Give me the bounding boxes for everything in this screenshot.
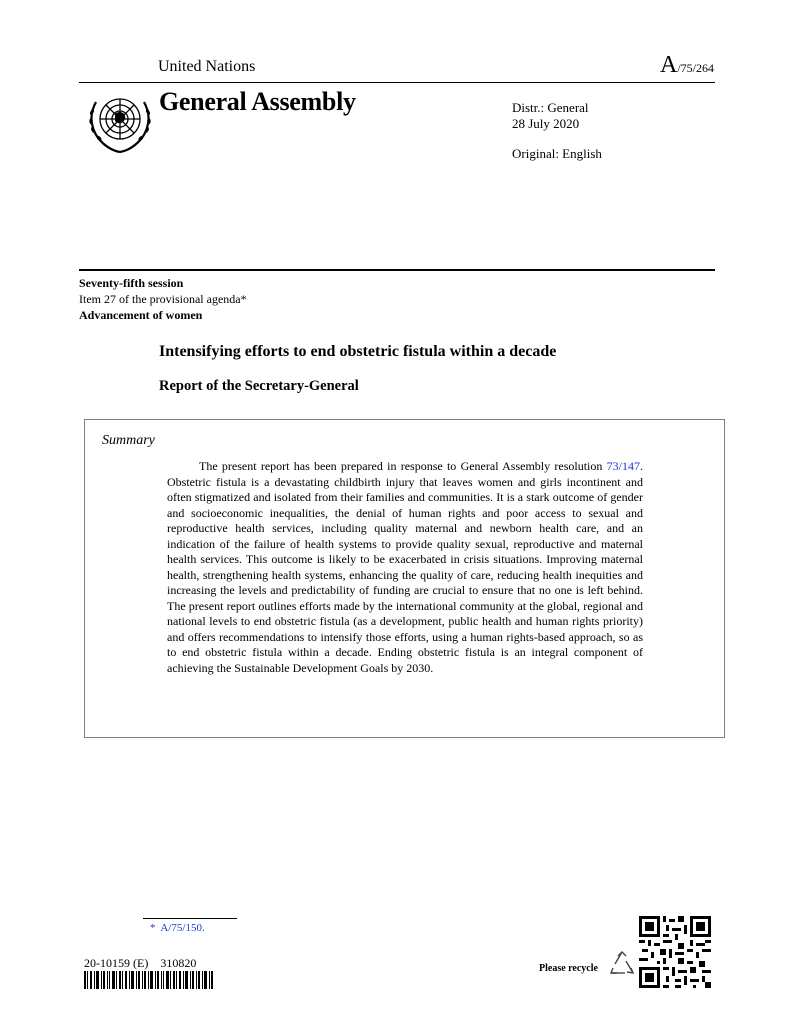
un-emblem-icon	[82, 88, 158, 154]
summary-paragraph	[167, 459, 643, 676]
session-name: Seventy-fifth session	[79, 276, 184, 290]
agenda-topic: Advancement of women	[79, 308, 203, 322]
organization-name: United Nations	[158, 58, 256, 75]
document-date: 28 July 2020	[512, 116, 580, 131]
summary-text-start: The present report has been prepared in response to General Assembly resolution	[199, 459, 603, 473]
footnote-suffix: .	[201, 922, 205, 934]
agenda-item: Item 27 of the provisional agenda*	[79, 292, 247, 306]
report-subtitle: Report of the Secretary-General	[159, 378, 359, 394]
footnote	[150, 922, 205, 934]
summary-text-rest: . Obstetric fistula is a devastating childbirth injury that leaves women and girls incontinent and often stigmatized and isolated from their families and communities. It is a stark outcome of gender and socioeconomic inequalities, the denial of human rights and poor access to sexual and reproductive health services, including quality maternal and newborn health care, and an indication of the failure of health systems to provide quality sexual, reproductive and maternal health services. This outcome is likely to be exacerbated in crisis situations. Improving maternal health, strengthening health systems, enhancing the quality of care, reducing health inequities and increasing the levels and predictability of funding are crucial to ensure that no one is left behind. The present report outlines efforts made by the international community at the global, regional and national levels to end obstetric fistula (as a development, public health and human rights priority) and offers recommendations to intensify those efforts, using a human rights-based approach, so as to end obstetric fistula within a decade. Ending obstetric fistula is an integral component of achieving the Sustainable Development Goals by 2030.	[167, 459, 644, 675]
footnote-marker: *	[150, 922, 156, 934]
recycle-label: Please recycle	[539, 963, 598, 974]
footnote-link[interactable]: A/75/150	[160, 922, 202, 934]
body-title: General Assembly	[159, 87, 356, 116]
resolution-link[interactable]: 73/147	[606, 459, 641, 473]
session-rule	[79, 269, 715, 271]
footnote-rule	[143, 918, 237, 919]
distribution-label: Distr.: General	[512, 100, 589, 115]
header-rule	[79, 82, 715, 83]
report-title: Intensifying efforts to end obstetric fistula within a decade	[159, 343, 557, 360]
original-language: Original: English	[512, 146, 602, 161]
distribution-block	[512, 100, 589, 132]
session-block	[79, 275, 247, 323]
document-number: 20-10159 (E) 310820	[84, 956, 197, 970]
qr-code-icon	[639, 916, 711, 988]
symbol-number: /75/264	[677, 61, 714, 75]
symbol-prefix: A	[659, 52, 678, 78]
recycle-icon	[609, 950, 635, 976]
summary-heading: Summary	[102, 433, 155, 448]
document-symbol	[660, 52, 714, 79]
barcode-icon	[84, 971, 214, 989]
